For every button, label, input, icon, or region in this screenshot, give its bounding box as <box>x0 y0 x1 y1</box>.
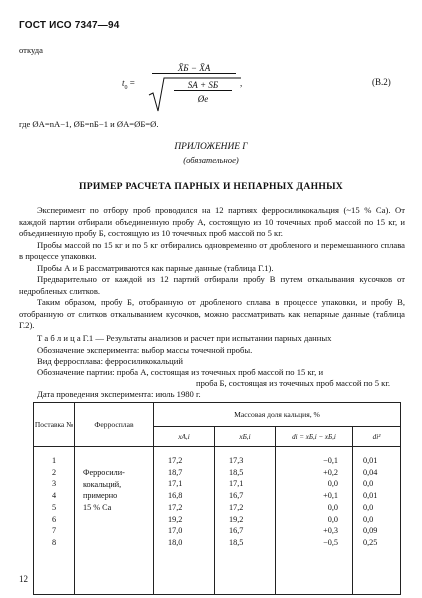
xa-value: 18,7 <box>168 467 183 477</box>
paragraph: Пробы А и Б рассматриваются как парные данные (таблица Г.1). <box>37 262 274 273</box>
appendix-subtitle: (обязательное) <box>183 155 239 165</box>
paragraph: Эксперимент по отбору проб проводился на 12 партиях ферросиликокальция (~15 % Са). От каждой партии отбирали объединенную пробу А, состоящую из 10 точечных проб массой по 15 кг, и объединенную пробу Б, состоящую из 10 точечных проб массой по 5 кг. <box>19 205 405 238</box>
d2-value: 0,0 <box>363 502 374 512</box>
meta-date: Дата проведения эксперимента: июль 1980 г. <box>37 389 201 399</box>
col-d2-header: di² <box>353 427 401 447</box>
d2-value: 0,01 <box>363 491 378 501</box>
d2-value: 0,01 <box>363 456 378 465</box>
d-value: 0,0 <box>327 514 338 524</box>
alloy-name-line: 15 % Са <box>83 503 112 513</box>
page-number: 12 <box>19 574 28 584</box>
xa-col <box>154 447 215 595</box>
col-xb-header: xБ,i <box>215 427 276 447</box>
xb-value: 16,7 <box>229 526 244 536</box>
where-line: где ØА=nА−1, ØБ=nБ−1 и ØА=ØБ=Ø. <box>19 119 159 129</box>
formula-lhs: $t_0$ = <box>122 78 135 91</box>
meta-alloy: Вид ферросплава: ферросиликокальций <box>37 356 183 366</box>
xa-value: 17,1 <box>168 479 183 489</box>
col-batch-header: Поставка № <box>34 403 75 447</box>
d-value: −0,5 <box>323 537 338 547</box>
d-value: 0,0 <box>327 479 338 489</box>
d2-value: 0,25 <box>363 537 378 547</box>
xa-value: 17,2 <box>168 502 183 512</box>
xb-col <box>215 447 276 595</box>
col-alloy-header: Ферросплав <box>75 403 154 447</box>
formula-den-denominator: Øe <box>197 94 209 104</box>
batch-col <box>34 447 75 595</box>
meta-samples: Обозначение партии: проба А, состоящая из точечных проб массой по 15 кг, и <box>37 367 324 377</box>
d2-value: 0,09 <box>363 526 378 536</box>
paragraph: Таким образом, пробу Б, отобранную от дробленого сплава в процессе упаковки, и пробу В, отобранную от слитков откалыванием кусочков, можно рассматривать как непарные данные (таблица Г.2). <box>19 297 405 330</box>
batch-number: 7 <box>51 526 57 536</box>
results-table <box>33 402 401 595</box>
batch-number: 5 <box>51 502 57 512</box>
batch-number: 1 <box>51 456 57 465</box>
body-text <box>19 205 405 332</box>
d-value: +0,3 <box>323 526 338 536</box>
xb-value: 19,2 <box>229 514 244 524</box>
batch-number: 6 <box>51 514 57 524</box>
alloy-name-line: кокальций, <box>83 479 122 489</box>
xa-value: 16,8 <box>168 491 183 501</box>
d2-value: 0,0 <box>363 479 374 489</box>
d2-col <box>353 447 401 595</box>
meta-designation: Обозначение эксперимента: выбор массы точечной пробы. <box>37 345 253 355</box>
alloy-name-line: Ферросили- <box>83 468 125 477</box>
formula-numerator: X̄Б − X̄А <box>152 63 236 74</box>
d2-value: 0,0 <box>363 514 374 524</box>
xa-value: 17,0 <box>168 526 183 536</box>
xb-value: 17,2 <box>229 502 244 512</box>
d-value: 0,0 <box>327 502 338 512</box>
formula-number: (В.2) <box>372 77 391 87</box>
xb-value: 17,1 <box>229 479 244 489</box>
paragraph: Пробы массой по 15 кг и по 5 кг отбирались одновременно от дробленого и перемешанного сплава в процессе упаковки. <box>19 239 405 261</box>
xb-value: 17,3 <box>229 456 244 465</box>
col-xa-header: xA,i <box>154 427 215 447</box>
xa-value: 18,0 <box>168 537 183 547</box>
batch-number: 8 <box>51 537 57 547</box>
formula <box>122 62 297 114</box>
paragraph: Предварительно от каждой из 12 партий отбирали пробу В путем откалывания кусочков от недробленых слитков. <box>19 274 405 296</box>
xa-value: 17,2 <box>168 456 183 465</box>
group-header: Массовая доля кальция, % <box>154 403 401 427</box>
otkuda-text: откуда <box>19 45 43 55</box>
d-col <box>276 447 353 595</box>
section-title: ПРИМЕР РАСЧЕТА ПАРНЫХ И НЕПАРНЫХ ДАННЫХ <box>78 181 344 192</box>
xb-value: 18,5 <box>229 467 244 477</box>
appendix-title: ПРИЛОЖЕНИЕ Г <box>174 142 248 152</box>
meta-samples-cont: проба Б, состоящая из точечных проб массой по 5 кг. <box>196 378 391 388</box>
batch-number: 2 <box>51 467 57 477</box>
batch-number: 4 <box>51 491 57 501</box>
table-caption: Т а б л и ц а Г.1 — Результаты анализов и расчет при испытании парных данных <box>37 333 332 343</box>
formula-comma: , <box>240 78 243 88</box>
d-value: −0,1 <box>323 456 338 465</box>
xb-value: 18,5 <box>229 537 244 547</box>
col-d-header: di = xБ,i − xБ,i <box>276 427 353 447</box>
xb-value: 16,7 <box>229 491 244 501</box>
d2-value: 0,04 <box>363 467 378 477</box>
alloy-col <box>75 447 154 595</box>
d-value: +0,1 <box>323 491 338 501</box>
batch-number: 3 <box>51 479 57 489</box>
d-value: +0,2 <box>323 467 338 477</box>
xa-value: 19,2 <box>168 514 183 524</box>
formula-den-numerator: SА + SБ <box>174 80 232 91</box>
document-header: ГОСТ ИСО 7347—94 <box>19 20 120 31</box>
alloy-name-line: примерно <box>83 491 118 501</box>
